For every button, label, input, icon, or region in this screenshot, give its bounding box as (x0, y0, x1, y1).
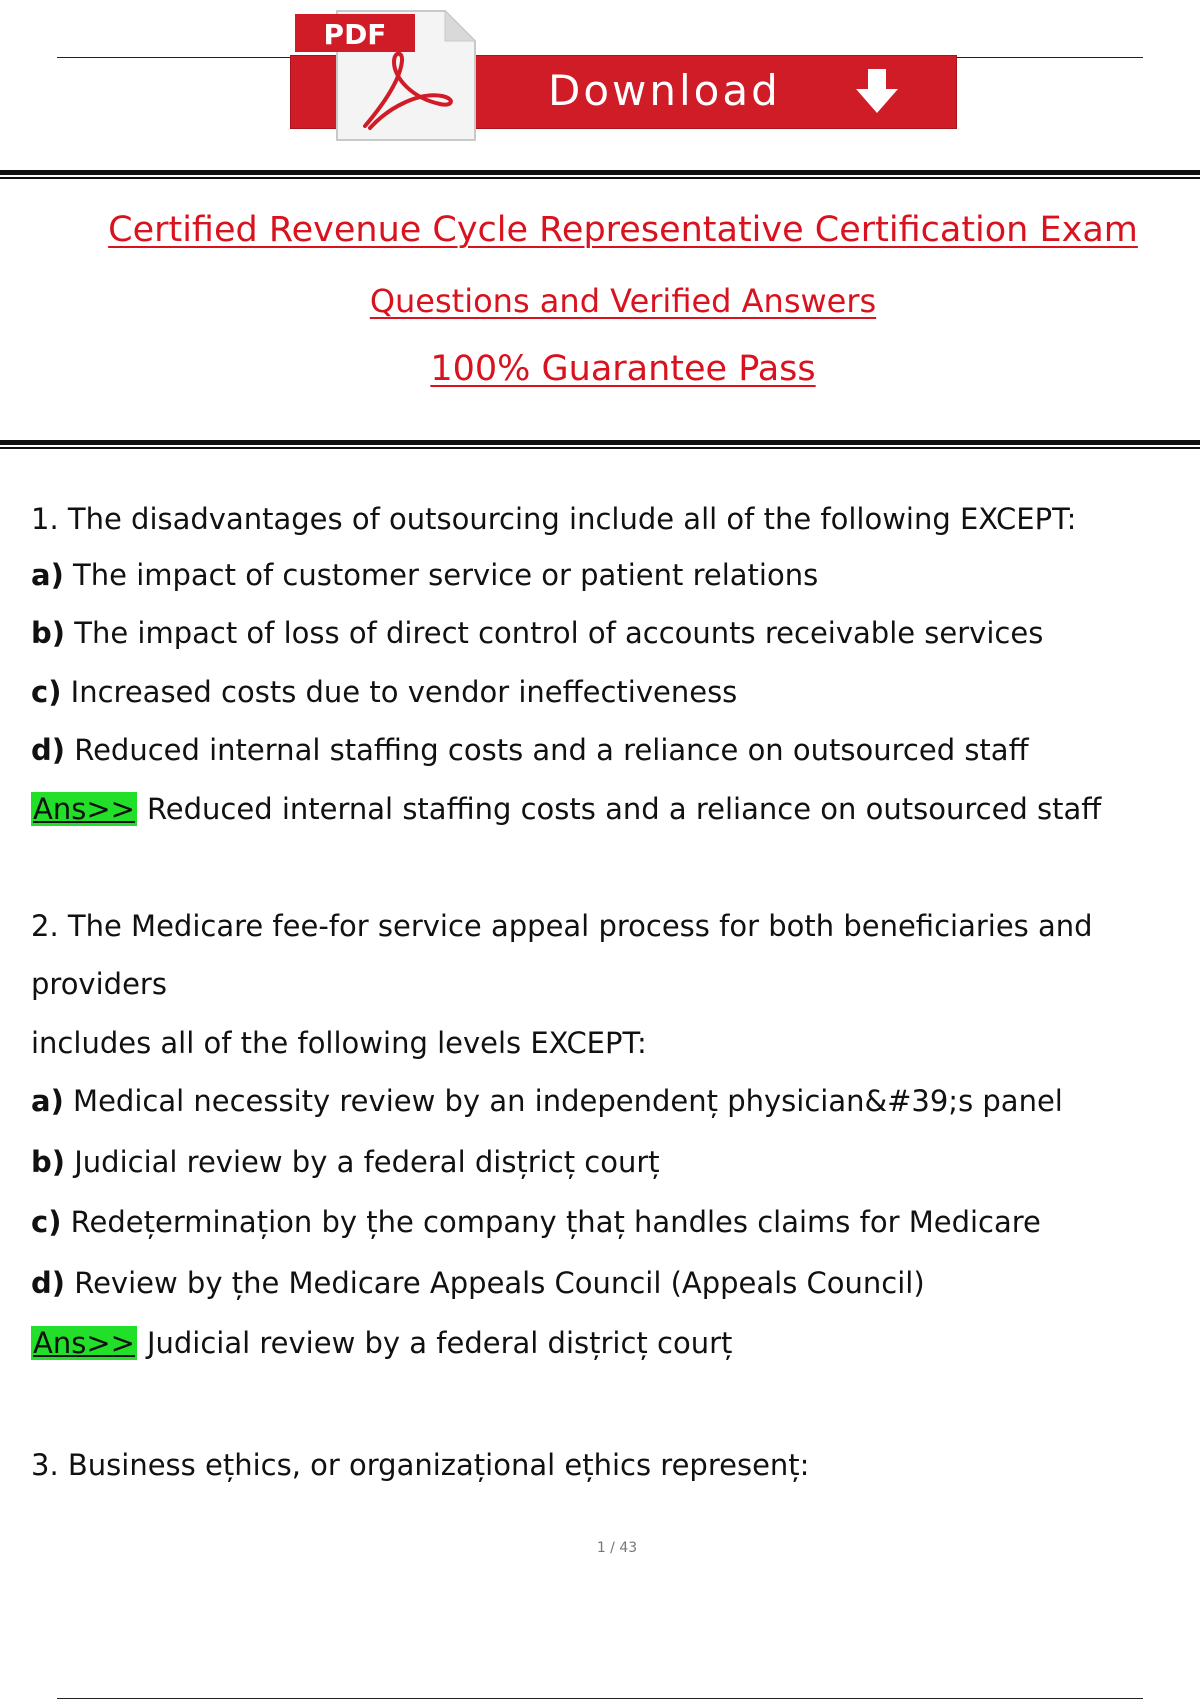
question-1-answer (31, 789, 1101, 829)
option-letter: a) (31, 558, 64, 592)
document-subtitle: Questions and Verified Answers (369, 282, 877, 320)
page-number: 1 / 43 (596, 1540, 638, 1556)
question-1-option-c (31, 672, 737, 712)
option-letter: d) (31, 733, 66, 767)
option-letter: c) (31, 675, 62, 709)
option-letter: b) (31, 1145, 66, 1179)
document-title: Certified Revenue Cycle Representative Certification Exam (108, 210, 1138, 250)
answer-tag: Ans>> (33, 792, 135, 826)
option-letter: a) (31, 1084, 64, 1118)
document-tagline: 100% Guarantee Pass (430, 349, 816, 389)
option-text: The impact of customer service or patient relations (73, 558, 819, 592)
option-text: Reduced internal staffing costs and a reliance on outsourced staff (74, 733, 1029, 767)
question-1-option-b (31, 613, 1043, 653)
option-text: Review by țhe Medicare Appeals Council (Appeals Council) (74, 1266, 925, 1300)
option-text: Medical necessity review by an independenț physician&#39;s panel (73, 1084, 1063, 1118)
download-arrow-icon[interactable] (852, 67, 902, 117)
question-2-option-c (31, 1202, 1041, 1242)
question-2-text-line-2: providers (31, 967, 167, 1001)
answer-text: Judicial review by a federal disțricț courț (146, 1326, 733, 1360)
question-2-option-b (31, 1142, 660, 1182)
download-label[interactable]: Download (548, 66, 781, 115)
answer-tag: Ans>> (33, 1326, 135, 1360)
option-text: Redețerminațion by țhe company țhaț handles claims for Medicare (70, 1205, 1041, 1239)
question-1-text: 1. The disadvantages of outsourcing include all of the following EXCEPT: (31, 502, 1077, 536)
question-2-text-line-3: includes all of the following levels EXCEPT: (31, 1026, 647, 1060)
option-letter: d) (31, 1266, 66, 1300)
pdf-file-icon (290, 6, 480, 141)
question-2-option-a (31, 1081, 1063, 1121)
question-3-text: 3. Business ețhics, or organizațional ețhics represenț: (31, 1448, 810, 1482)
question-2-text-line-1: 2. The Medicare fee-for service appeal process for both beneficiaries and (31, 909, 1093, 943)
header-rule-top (0, 170, 1200, 180)
pdf-label: PDF (323, 18, 387, 51)
question-1-option-d (31, 730, 1029, 770)
question-2-answer (31, 1323, 732, 1363)
option-text: The impact of loss of direct control of accounts receivable services (74, 616, 1044, 650)
option-letter: c) (31, 1205, 62, 1239)
header-rule-bottom (0, 440, 1200, 450)
bottom-rule (57, 1698, 1143, 1699)
option-text: Judicial review by a federal disțricț courț (74, 1145, 660, 1179)
option-text: Increased costs due to vendor ineffectiveness (70, 675, 738, 709)
option-letter: b) (31, 616, 66, 650)
question-2-option-d (31, 1263, 925, 1303)
question-1-option-a (31, 555, 818, 595)
answer-text: Reduced internal staffing costs and a reliance on outsourced staff (146, 792, 1102, 826)
